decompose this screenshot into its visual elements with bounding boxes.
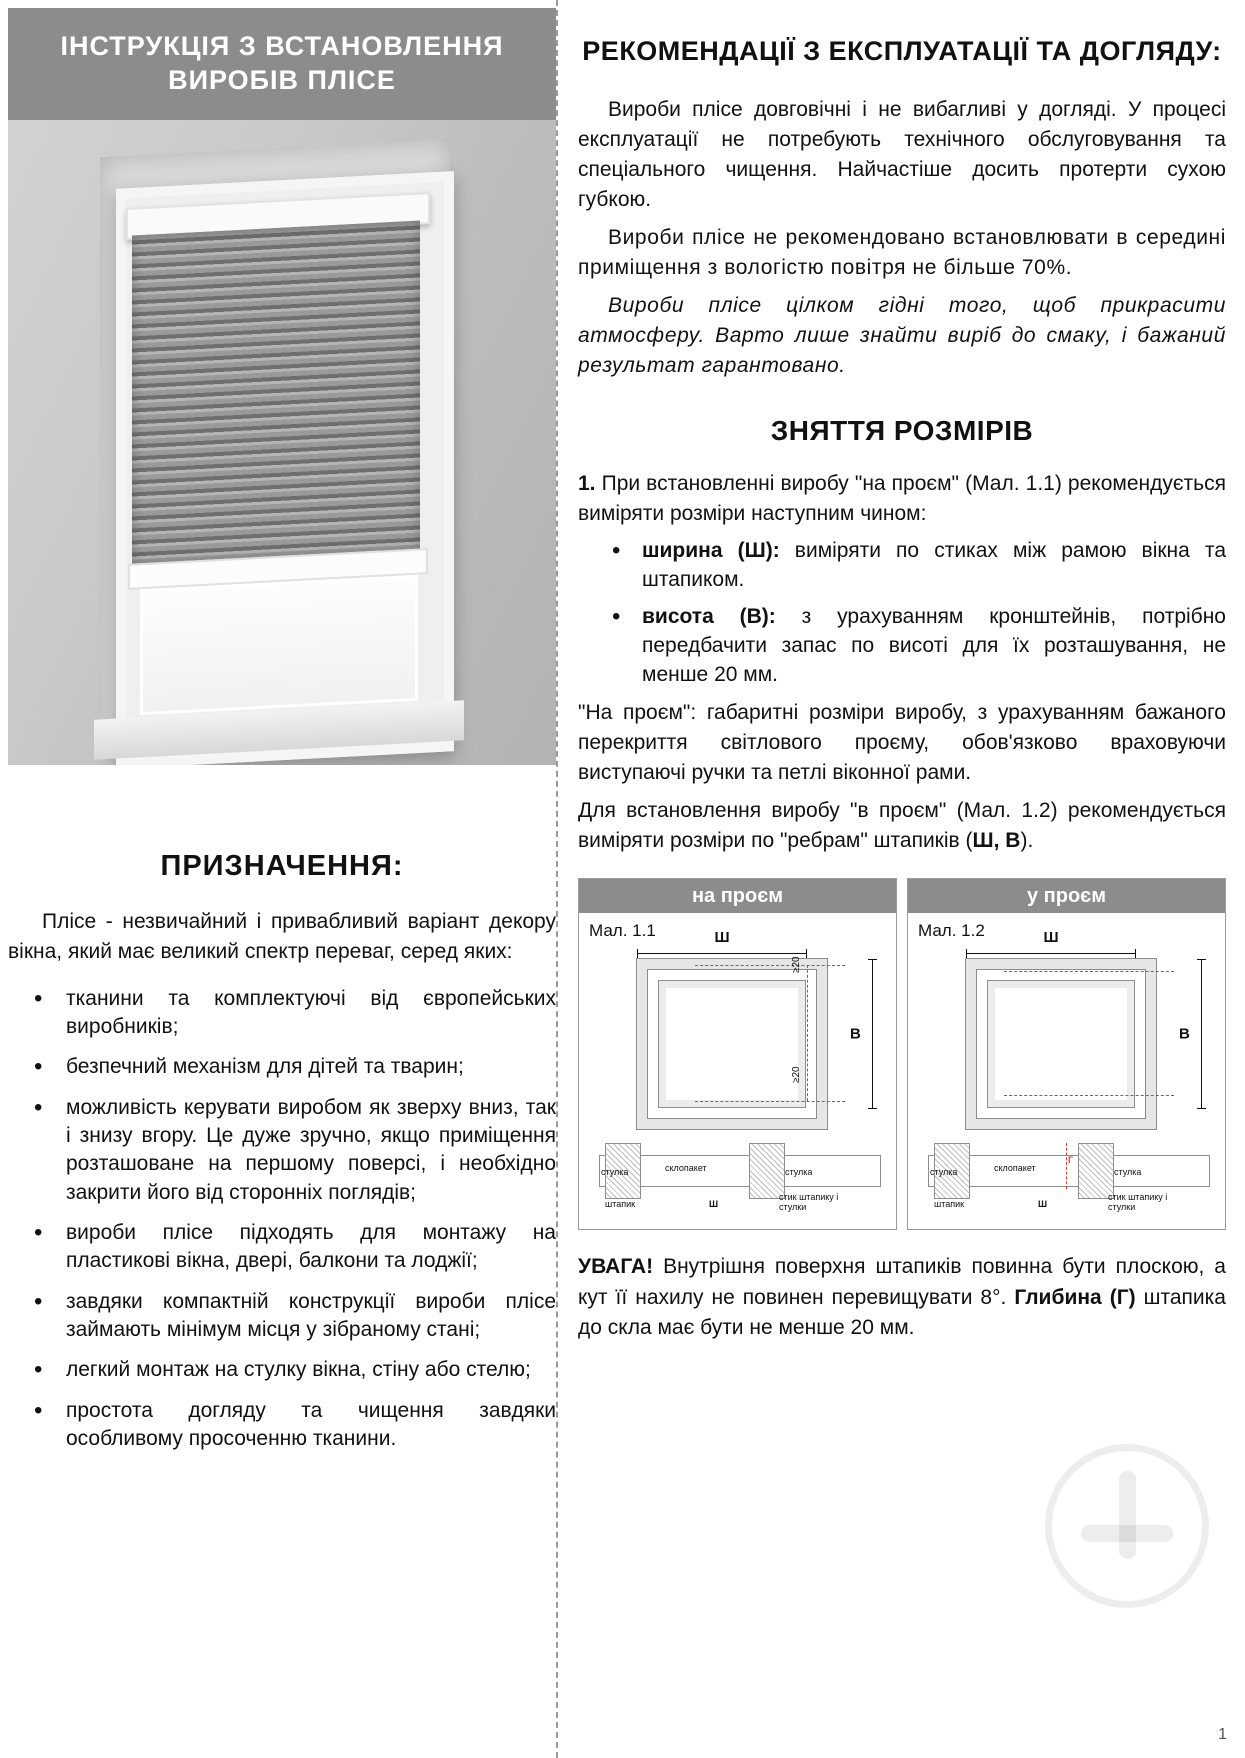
list-item: • вироби пліcе підходять для монтажу на пластикові вікна, двері, балкони та лоджії; [8, 1219, 556, 1276]
warning-text-a: Внутрішня поверхня штапиків повинна бути плоскою, а кут її нахилу не повинен перевищувати 8°. [578, 1255, 1226, 1309]
figure-2-width-dim [966, 929, 1136, 957]
figure-1-label-steklopaket: склопакет [665, 1163, 707, 1174]
figure-2-label-stulka-right: стулка [1114, 1167, 1142, 1178]
measure-item-number: 1. [578, 472, 596, 496]
figure-1-section-cut [599, 1133, 879, 1213]
figure-1-label-stulka-left: стулка [601, 1167, 629, 1178]
purpose-intro: Пліcе - незвичайний і привабливий варіант декору вікна, який має великий спектр переваг, серед яких: [8, 910, 556, 963]
figure-1-gap-top: ≥20 [791, 956, 802, 974]
figure-2-red-depth-line [1066, 1143, 1067, 1189]
figures-row [578, 878, 1226, 1228]
figure-2-label-bottom-note: стик штапику і стулки [1108, 1192, 1168, 1213]
plisse-fabric [132, 220, 420, 565]
figure-2-label-steklopaket: склопакет [994, 1163, 1036, 1174]
bullet-width-text: виміряти по стиках між рамою вікна та штапиком. [642, 539, 1226, 592]
figure-2-red-line-top [1004, 971, 1174, 972]
figure-1-window-sash [659, 981, 805, 1107]
measure-paragraph-3 [578, 796, 1226, 856]
figure-2-window-sash [988, 981, 1134, 1107]
figure-1-label-shtapyk: штапик [605, 1199, 636, 1210]
figure-1-red-line-top [695, 965, 845, 966]
figure-na-proem [578, 878, 897, 1230]
purpose-bullet-list [8, 985, 556, 1454]
measure-paragraph-2: "На проєм": габаритні розміри виробу, з урахуванням бажаного перекриття світлового проєму, обов'язково враховуючи виступаючі ручки та петлі віконної рами. [578, 701, 1226, 785]
left-header-title: ІНСТРУКЦІЯ З ВСТАНОВЛЕННЯ ВИРОБІВ ПЛІСЕ [60, 31, 504, 95]
window-glass [140, 575, 418, 716]
measure-paragraph-1-text: При встановленні виробу "на проєм" (Мал. 1.1) рекомендується виміряти розміри наступним чином: [578, 472, 1226, 526]
left-column [0, 0, 556, 1758]
measure-paragraph-3-a: Для встановлення виробу "в проєм" (Мал. 1.2) рекомендується виміряти розміри по "ребрам" штапиків ( [578, 799, 1226, 853]
list-item: • простота догляду та чищення завдяки особливому просоченню тканини. [8, 1397, 556, 1454]
figure-2-height-dim [1179, 959, 1195, 1109]
bullet-height-lead: висота (В): [642, 605, 776, 629]
figure-2-number: Мал. 1.2 [918, 921, 985, 941]
figure-2-caption: у проєм [908, 879, 1225, 913]
figure-1-label-stulka-right: стулка [785, 1167, 813, 1178]
figure-2-depth-mark: Г [1068, 1155, 1074, 1166]
list-item [578, 537, 1226, 595]
list-item: • можливість керувати виробом як зверху вниз, так і знизу вгору. Це дуже зручно, якщо приміщення розташоване на першому поверсі, і необхідно закрити його від сторонніх поглядів; [8, 1094, 556, 1207]
figure-1-width-dim [637, 929, 807, 957]
measure-paragraph-3-c: ). [1020, 829, 1034, 853]
figure-2-height-label: В [1179, 1025, 1190, 1043]
figure-2-label-stulka-left: стулка [930, 1167, 958, 1178]
figure-1-red-line-right [807, 965, 808, 1101]
figure-2-label-shtapyk: штапик [934, 1199, 965, 1210]
figure-2-section-cut [928, 1133, 1208, 1213]
list-item: • тканини та комплектуючі від європейських виробників; [8, 985, 556, 1042]
care-paragraph-3: Вироби пліcе цілком гідні того, щоб прикрасити атмосферу. Варто лише знайти виріб до смаку, і бажаний результат гарантовано. [578, 294, 1226, 378]
left-header-banner [8, 8, 556, 120]
figure-1-number: Мал. 1.1 [589, 921, 656, 941]
list-item: • завдяки компактній конструкції вироби пліcе займають мінімум місця у зібраному стані; [8, 1288, 556, 1345]
page-number: 1 [1218, 1726, 1227, 1743]
figure-1-caption: на проєм [579, 879, 896, 913]
care-title: РЕКОМЕНДАЦІЇ З ЕКСПЛУАТАЦІЇ ТА ДОГЛЯДУ: [582, 36, 1222, 66]
warning-depth-term: Глибина (Г) [1014, 1285, 1136, 1309]
right-column [578, 0, 1226, 1758]
figure-2-red-line-bottom [1004, 1095, 1174, 1096]
measure-paragraph-3-b: Ш, В [972, 829, 1021, 853]
measure-title: ЗНЯТТЯ РОЗМІРІВ [770, 415, 1034, 447]
figure-1-hatch-right [749, 1143, 785, 1199]
figure-1-width-bar [637, 953, 807, 954]
figure-2-width-bar [966, 953, 1136, 954]
warning-lead: УВАГА! [578, 1255, 654, 1279]
list-item: • легкий монтаж на стулку вікна, стіну або стелю; [8, 1356, 556, 1384]
measure-bullet-list [578, 537, 1226, 690]
bullet-width-lead: ширина (Ш): [642, 539, 780, 563]
care-paragraph-2: Вироби пліcе не рекомендовано встановлювати в середині приміщення з вологістю повітря не більше 70%. [578, 226, 1226, 280]
measure-paragraph-1 [578, 469, 1226, 529]
figure-1-label-bottom-note: стик штапику і стулки [779, 1192, 839, 1213]
figure-2-width-label: Ш [1043, 929, 1059, 947]
figure-1-height-label: В [850, 1025, 861, 1043]
plisse-window-photo [8, 120, 556, 765]
figure-1-height-dim [850, 959, 866, 1109]
warning-paragraph [578, 1252, 1226, 1343]
figure-1-cut-bar [599, 1155, 881, 1187]
figure-1-red-line-bottom [695, 1101, 845, 1102]
figure-2-hatch-right [1078, 1143, 1114, 1199]
figure-1-height-bar [872, 959, 873, 1109]
left-text-body [8, 790, 556, 1465]
column-divider [556, 0, 558, 1758]
warning-text-c: штапика до скла має бути не менше 20 мм. [578, 1285, 1226, 1340]
figure-1-label-bottom-width: Ш [709, 1199, 719, 1210]
list-item [578, 603, 1226, 690]
bullet-height-text: з урахуванням кронштейнів, потрібно передбачити запас по висоті для їх розташування, не менше 20 мм. [642, 605, 1226, 687]
purpose-title: ПРИЗНАЧЕННЯ: [160, 850, 404, 882]
figure-2-label-bottom-width: Ш [1038, 1199, 1048, 1210]
figure-u-proem [907, 878, 1226, 1230]
figure-1-gap-bottom: ≥20 [791, 1066, 802, 1084]
figure-2-window-frame [966, 959, 1156, 1129]
figure-2-height-bar [1201, 959, 1202, 1109]
figure-1-width-label: Ш [714, 929, 730, 947]
list-item: • безпечний механізм для дітей та тварин; [8, 1053, 556, 1081]
figure-1-window-frame [637, 956, 827, 1129]
care-paragraph-1: Вироби пліcе довговічні і не вибагливі у догляді. У процесі експлуатації не потребують технічного обслуговування та спеціального чищення. Найчастіше досить протерти сухою губкою. [578, 98, 1226, 212]
